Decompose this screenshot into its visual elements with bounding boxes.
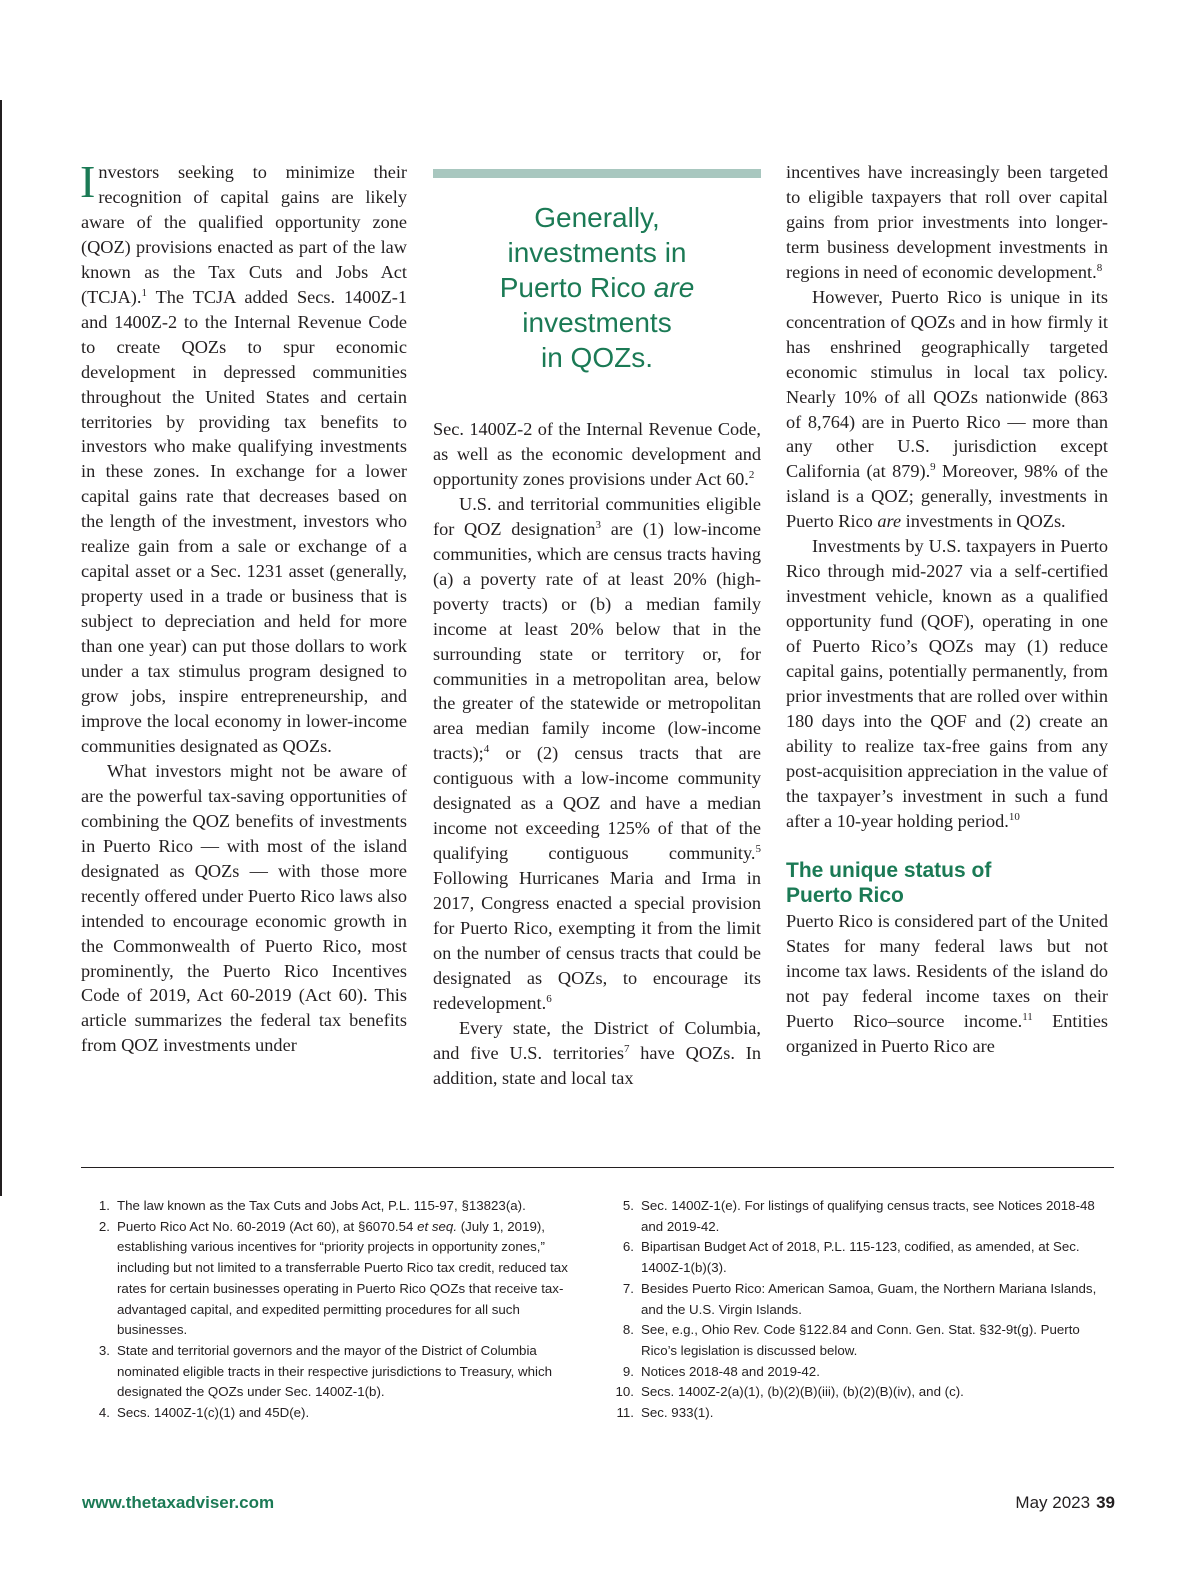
footnote: 4. Secs. 1400Z-1(c)(1) and 45D(e). <box>98 1405 310 1421</box>
paragraph: incentives have increasingly been targeted to eligible taxpayers that roll over capital gains from prior investments into longer-term business development investments in regions in need of economic development.$^8$ <box>786 162 1108 282</box>
margin-rule <box>0 100 2 1196</box>
article-column-3 <box>786 160 1108 1058</box>
footnote-ref: 6 <box>546 992 552 1005</box>
footnote: 6. Bipartisan Budget Act of 2018, P.L. 115-123, codified, as amended, at Sec. 1400Z-1(b)(3). <box>622 1239 1080 1276</box>
footnote-ref: 10 <box>1008 810 1020 823</box>
website-url[interactable]: www.thetaxadviser.com <box>82 1493 275 1512</box>
paragraph: Every state, the District of Columbia, and five U.S. territories$^7$ have QOZs. In addition, state and local tax <box>433 1017 761 1088</box>
footnote: 8. See, e.g., Ohio Rev. Code §122.84 and Conn. Gen. Stat. §32-9t(g). Puerto Rico’s legislation is discussed below. <box>622 1322 1080 1358</box>
paragraph: Puerto Rico is considered part of the United States for many federal laws but not income tax laws. Residents of the island do not pay federal income taxes on their Puerto Rico–source income.$^{11}$ Entities organized in Puerto Rico are <box>786 910 1108 1056</box>
article-column-2 <box>433 160 761 1091</box>
footnote-ref: 4 <box>483 743 490 756</box>
pull-quote-bar <box>433 169 761 178</box>
footnote-ref: 2 <box>748 468 755 481</box>
footnote: 3. State and territorial governors and the mayor of the District of Columbia nominated eligible tracts in their respective jurisdictions to Treasury, which designated the QOZs under Sec. 1400Z-1(b). <box>98 1342 553 1400</box>
footnote-ref: 9 <box>930 461 936 474</box>
footnote: 5. Sec. 1400Z-1(e). For listings of qualifying census tracts, see Notices 2018-48 and 2019-42. <box>622 1198 1095 1234</box>
paragraph: However, Puerto Rico is unique in its concentration of QOZs and in how firmly it has enshrined geographically targeted economic stimulus in local tax policy. Nearly 10% of all QOZs nationwide (863 of 8,764) are in Puerto Rico — more than any other U.S. jurisdiction except California (at 879).$^9$ Moreover, 98% of the island is a QOZ; generally, investments in Puerto Rico are investments in QOZs. <box>786 286 1108 532</box>
footnote: 11. Sec. 933(1). <box>616 1405 714 1421</box>
footnotes-left <box>88 1196 578 1424</box>
paragraph: Sec. 1400Z-2 of the Internal Revenue Code, as well as the economic development and opportunity zones provisions under Act 60.$^2$ <box>433 419 761 489</box>
section-heading: The unique status of Puerto Rico <box>786 858 992 907</box>
issue-date: May 2023 <box>1015 1493 1091 1512</box>
paragraph: Investors seeking to minimize their recognition of capital gains are likely aware of the qualified opportunity zone (QOZ) provisions enacted as part of the law known as the Tax Cuts and Jobs Act (TCJA).$^1$ The TCJA added Secs. 1400Z-1 and 1400Z-2 to the Internal Revenue Code to create QOZs to spur economic development in depressed communities throughout the United States and certain territories by providing tax benefits to investors who make qualifying investments in these zones. In exchange for a lower capital gains rate that decreases based on the length of the investment, investors who realize gain from a sale or exchange of a capital asset or a Sec. 1231 asset (generally, property used in a trade or business that is subject to depreciation and held for more than one year) can put those dollars to work under a tax stimulus program designed to grow jobs, inspire entrepreneurship, and improve the local economy in lower-income communities designated as QOZs. <box>80 156 407 756</box>
footnote: 2. Puerto Rico Act No. 60-2019 (Act 60), at §6070.54 et seq. (July 1, 2019), establishing various incentives for “priority projects in opportunity zones,” including but not limited to a transferrable Puerto Rico tax credit, reduced tax rates for certain businesses operating in Puerto Rico QOZs that receive tax-advantaged capital, and expedited permitting procedures for all such businesses. <box>98 1218 568 1338</box>
footnote-divider <box>81 1167 1114 1168</box>
page-footer <box>1015 1493 1115 1513</box>
paragraph: U.S. and territorial communities eligible for QOZ designation$^3$ are (1) low-income communities, which are census tracts having (a) a poverty rate of at least 20% (high-poverty tracts) or (b) a median family income at least 20% below that in the surrounding state or territory or, for communities in a metropolitan area, below the greater of the statewide or metropolitan area median family income (low-income tracts);$^4$ or (2) census tracts that are contiguous with a low-income community designated as a QOZ and have a median income not exceeding 125% of that of the qualifying contiguous community.$^5$ Following Hurricanes Maria and Irma in 2017, Congress enacted a special provision for Puerto Rico, exempting it from the limit on the number of census tracts that could be designated as QOZs, to encourage its redevelopment.$^6$ <box>433 493 762 1013</box>
drop-cap: I <box>80 156 96 207</box>
footnote-ref: 5 <box>755 843 761 856</box>
footnote: 9. Notices 2018-48 and 2019-42. <box>622 1363 820 1379</box>
paragraph: Investments by U.S. taxpayers in Puerto Rico through mid-2027 via a self-certified investment vehicle, known as a qualified opportunity fund (QOF), operating in one of Puerto Rico’s QOZs may (1) reduce capital gains, potentially permanently, from prior investments that are rolled over within 180 days into the QOF and (2) create an ability to realize tax-free gains from any post-acquisition appreciation in the value of the taxpayer’s investment in such a fund after a 10-year holding period.$^{10}$ <box>786 536 1108 831</box>
footnote-ref: 8 <box>1096 261 1103 274</box>
footnote-ref: 7 <box>623 1042 630 1055</box>
footnote-ref: 11 <box>1022 1010 1033 1023</box>
footnotes-right <box>612 1196 1117 1424</box>
pull-quote: Generally, investments in Puerto Rico are investments in QOZs. <box>499 202 695 373</box>
footnote: 7. Besides Puerto Rico: American Samoa, Guam, the Northern Mariana Islands, and the U.S. Virgin Islands. <box>622 1280 1097 1317</box>
footnote-ref: 3 <box>595 518 602 531</box>
paragraph: What investors might not be aware of are the powerful tax-saving opportunities of combining the QOZ benefits of investments in Puerto Rico — with most of the island designated as QOZs — with those more recently offered under Puerto Rico laws also intended to encourage economic growth in the Commonwealth of Puerto Rico, most prominently, the Puerto Rico Incentives Code of 2019, Act 60-2019 (Act 60). This article summarizes the federal tax benefits from QOZ investments under <box>81 760 407 1056</box>
page-number: 39 <box>1096 1493 1115 1512</box>
footnote: 10. Secs. 1400Z-2(a)(1), (b)(2)(B)(iii), (b)(2)(B)(iv), and (c). <box>615 1384 964 1400</box>
footnote: 1. The law known as the Tax Cuts and Jobs Act, P.L. 115-97, §13823(a). <box>98 1198 526 1213</box>
footnote-ref: 1 <box>141 286 147 299</box>
article-column-1 <box>80 156 407 1058</box>
